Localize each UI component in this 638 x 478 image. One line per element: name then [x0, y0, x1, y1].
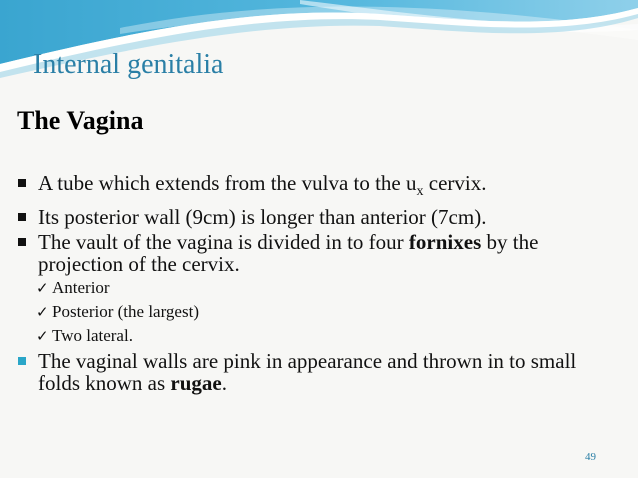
bullet-list — [16, 172, 616, 397]
bullet-item — [16, 350, 616, 394]
sub-bullet-item — [36, 302, 616, 322]
bullet-bold-term: rugae — [170, 371, 222, 396]
sub-bullet-text: Posterior (the largest) — [52, 302, 199, 322]
checkmark-icon: ✓ — [36, 279, 49, 298]
page-number: 49 — [585, 451, 596, 463]
bullet-text: . — [221, 371, 227, 396]
bullet-text: The vaginal walls are pink in appearance and thrown in to small folds known as — [38, 349, 577, 396]
sub-bullet-item — [36, 326, 616, 346]
bullet-subscript: x — [416, 184, 424, 200]
bullet-text: The vault of the vagina is divided in to four — [38, 230, 409, 255]
sub-bullet-item — [36, 278, 616, 298]
bullet-text: A tube which extends from the vulva to the u — [38, 171, 417, 195]
square-bullet-icon — [18, 213, 26, 221]
bullet-text: Its posterior wall (9cm) is longer than anterior (7cm). — [38, 205, 487, 230]
bullet-bold-term: fornixes — [408, 230, 482, 255]
bullet-text: by the projection of the cervix. — [38, 230, 539, 277]
checkmark-icon: ✓ — [36, 327, 49, 346]
bullet-item — [16, 206, 616, 228]
slide-subtitle: The Vagina — [17, 106, 144, 135]
slide-title: Internal genitalia — [33, 49, 224, 80]
square-bullet-icon — [18, 179, 26, 187]
bullet-item — [16, 172, 616, 203]
checkmark-icon: ✓ — [36, 303, 49, 322]
sub-bullet-text: Two lateral. — [52, 326, 133, 346]
sub-bullet-text: Anterior — [52, 278, 110, 298]
bullet-item — [16, 231, 616, 346]
square-bullet-icon — [18, 357, 26, 365]
fornix-list — [38, 278, 616, 346]
square-bullet-icon — [18, 238, 26, 246]
bullet-text: cervix. — [423, 171, 487, 195]
